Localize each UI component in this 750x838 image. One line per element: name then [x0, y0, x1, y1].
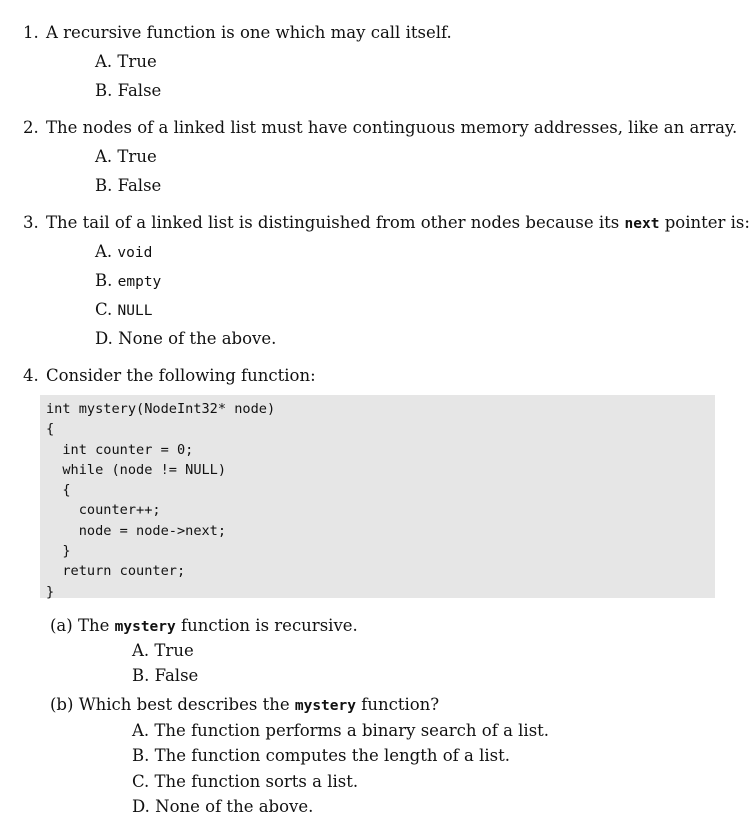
- q4b-option-a[interactable]: [132, 721, 549, 740]
- option-text: False: [117, 176, 162, 195]
- question-number: 1.: [23, 23, 39, 42]
- part-label: (b): [50, 695, 74, 714]
- option-text: The function sorts a list.: [154, 772, 359, 791]
- question-text: The nodes of a linked list must have continguous memory addresses, like an array.: [46, 118, 738, 137]
- inline-code: mystery: [294, 698, 356, 714]
- question-text-before: The tail of a linked list is distinguished from other nodes because its: [46, 213, 620, 232]
- q3-option-a[interactable]: [95, 242, 152, 261]
- question-number: 2.: [23, 118, 39, 137]
- part-label: (a): [50, 616, 73, 635]
- option-letter: C.: [132, 772, 150, 791]
- option-letter: A.: [132, 721, 150, 740]
- option-letter: B.: [95, 271, 113, 290]
- question-text-after: pointer is:: [664, 213, 750, 232]
- option-letter: A.: [95, 52, 113, 71]
- q2-option-a[interactable]: [95, 147, 157, 166]
- option-letter: C.: [95, 300, 113, 319]
- option-letter: B.: [132, 746, 150, 765]
- option-text: None of the above.: [155, 797, 314, 816]
- part-text-before: The: [77, 616, 110, 635]
- q4a-option-b[interactable]: [132, 666, 198, 685]
- option-letter: A.: [132, 641, 150, 660]
- q4a-option-a[interactable]: [132, 641, 194, 660]
- q4-part-b: [50, 695, 439, 714]
- option-letter: D.: [132, 797, 150, 816]
- inline-code: next: [624, 216, 660, 232]
- q1-option-a[interactable]: [95, 52, 157, 71]
- option-text: False: [154, 666, 199, 685]
- option-text: The function computes the length of a list.: [154, 746, 510, 765]
- question-2: [23, 118, 737, 137]
- option-text: NULL: [117, 303, 153, 319]
- option-text: The function performs a binary search of a list.: [154, 721, 550, 740]
- option-text: True: [117, 147, 157, 166]
- question-4: [23, 366, 316, 385]
- option-text: True: [117, 52, 157, 71]
- q4-part-a: [50, 616, 358, 635]
- question-text: Consider the following function:: [46, 366, 316, 385]
- question-1: [23, 23, 452, 42]
- option-letter: B.: [95, 176, 113, 195]
- option-letter: B.: [132, 666, 150, 685]
- option-text: void: [117, 245, 153, 261]
- option-letter: B.: [95, 81, 113, 100]
- option-letter: A.: [95, 147, 113, 166]
- q3-option-d[interactable]: [95, 329, 276, 348]
- part-text-after: function?: [361, 695, 440, 714]
- q2-option-b[interactable]: [95, 176, 161, 195]
- question-3: [23, 213, 750, 232]
- part-text-after: function is recursive.: [180, 616, 358, 635]
- option-text: None of the above.: [118, 329, 277, 348]
- option-text: True: [154, 641, 194, 660]
- q4b-option-b[interactable]: [132, 746, 510, 765]
- question-number: 4.: [23, 366, 39, 385]
- option-letter: D.: [95, 329, 113, 348]
- option-text: False: [117, 81, 162, 100]
- option-text: empty: [117, 274, 162, 290]
- inline-code: mystery: [114, 619, 176, 635]
- question-text: A recursive function is one which may call itself.: [46, 23, 452, 42]
- option-letter: A.: [95, 242, 113, 261]
- code-block: [40, 395, 715, 598]
- question-number: 3.: [23, 213, 39, 232]
- code-listing: int mystery(NodeInt32* node) { int counter = 0; while (node != NULL) { counter++; node = node->next; } return counter; }: [46, 401, 276, 600]
- q3-option-c[interactable]: [95, 300, 152, 319]
- q4b-option-d[interactable]: [132, 797, 313, 816]
- q4b-option-c[interactable]: [132, 772, 358, 791]
- part-text-before: Which best describes the: [78, 695, 290, 714]
- q1-option-b[interactable]: [95, 81, 161, 100]
- q3-option-b[interactable]: [95, 271, 161, 290]
